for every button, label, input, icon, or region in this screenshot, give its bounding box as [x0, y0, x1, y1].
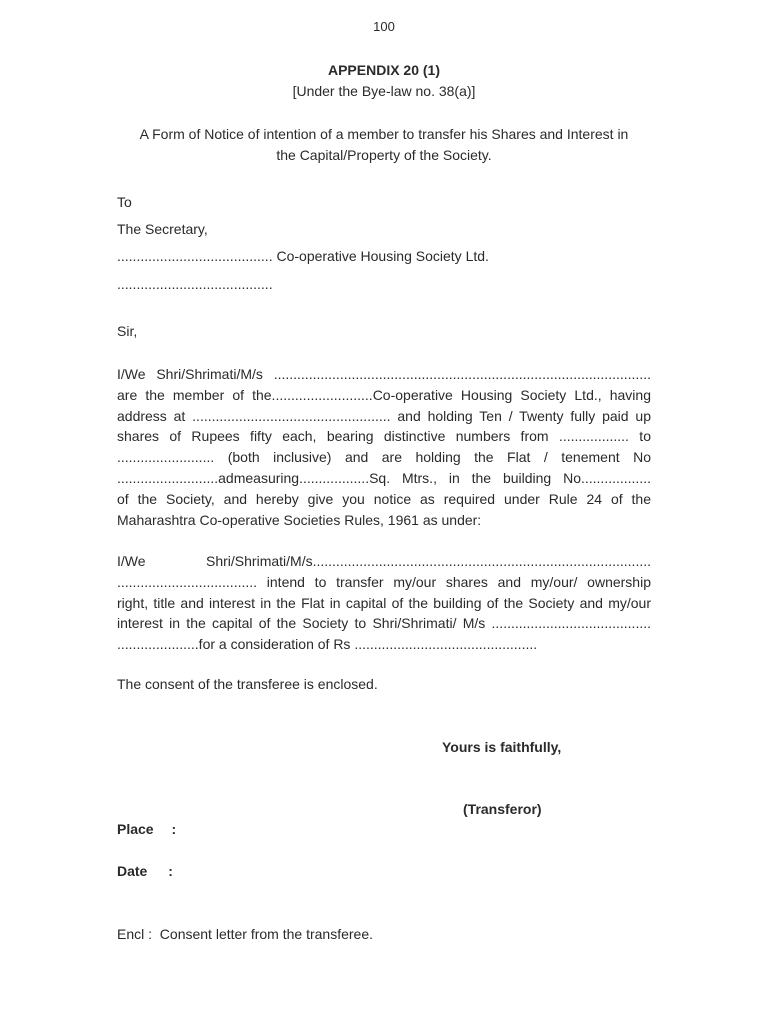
consent-line: The consent of the transferee is enclosed.	[117, 676, 378, 692]
address-society-line: ........................................ Co-operative Housing Society Ltd.	[117, 248, 489, 264]
paragraph-line: right, title and interest in the Flat in capital of the building of the Society and my/our	[117, 594, 651, 611]
enclosure-line: Encl : Consent letter from the transferee.	[117, 926, 374, 942]
place-field	[117, 821, 176, 837]
form-description	[0, 124, 768, 166]
paragraph-line: interest in the capital of the Society to Shri/Shrimati/ M/s .........................................	[117, 615, 651, 632]
paragraph-line: of the Society, and hereby give you notice as required under Rule 24 of the	[117, 490, 651, 507]
closing-line: Yours is faithfully,	[442, 739, 562, 755]
notice-paragraph-1	[117, 364, 651, 530]
place-colon: :	[171, 821, 177, 837]
paragraph-line: I/We Shri/Shrimati/M/s .................................................................................................	[117, 366, 651, 382]
paragraph-line: I/We Shri/Shrimati/M/s.......................................................................................	[117, 553, 651, 569]
form-description-line: the Capital/Property of the Society.	[276, 147, 492, 163]
paragraph-line: are the member of the..........................Co-operative Housing Society Ltd., having	[117, 386, 651, 403]
page-number: 100	[373, 19, 395, 34]
transferor-label: (Transferor)	[463, 801, 542, 817]
address-secretary: The Secretary,	[117, 221, 208, 237]
date-field	[117, 863, 173, 879]
salutation: Sir,	[117, 323, 138, 339]
place-label: Place	[117, 821, 154, 837]
paragraph-line: shares of Rupees fifty each, bearing distinctive numbers from .................. to	[117, 428, 651, 445]
address-to: To	[117, 194, 132, 210]
address-blank-line: ........................................	[117, 276, 273, 292]
date-label: Date	[117, 863, 148, 879]
appendix-title: APPENDIX 20 (1)	[327, 62, 441, 78]
form-description-line: A Form of Notice of intention of a member to transfer his Shares and Interest in	[139, 126, 629, 142]
paragraph-line: Maharashtra Co-operative Societies Rules, 1961 as under:	[117, 511, 482, 528]
paragraph-line: ..........................admeasuring..................Sq. Mtrs., in the building No..................	[117, 469, 651, 486]
paragraph-line: .....................for a consideration of Rs ...............................................	[117, 636, 538, 653]
date-colon: :	[168, 863, 173, 879]
appendix-subtitle: [Under the Bye-law no. 38(a)]	[292, 83, 476, 99]
paragraph-line: .................................... intend to transfer my/our shares and my/our/ ownership	[117, 573, 651, 590]
paragraph-line: ......................... (both inclusive) and are holding the Flat / tenement No	[117, 449, 651, 466]
notice-paragraph-2	[117, 551, 651, 655]
paragraph-line: address at ................................................... and holding Ten / Twenty fully paid up	[117, 407, 651, 424]
